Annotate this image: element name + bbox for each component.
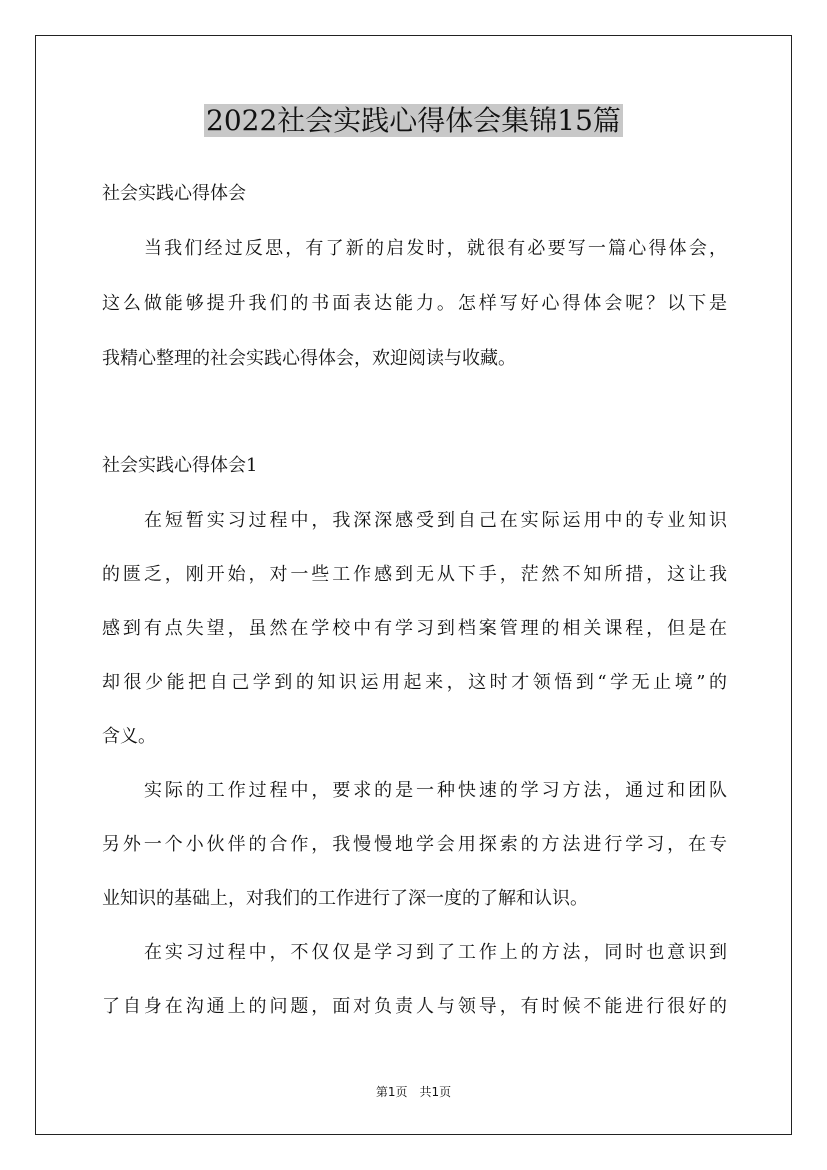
paragraph-line: 实际的工作过程中，要求的是一种快速的学习方法，通过和团队	[144, 780, 727, 801]
paragraph-line: 含义。	[102, 726, 156, 747]
paragraph-line: 了自身在沟通上的问题，面对负责人与领导，有时候不能进行很好的	[102, 996, 727, 1017]
paragraph-line: 感到有点失望，虽然在学校中有学习到档案管理的相关课程，但是在	[102, 618, 727, 639]
section-heading: 社会实践心得体会1	[102, 455, 258, 476]
intro-heading: 社会实践心得体会	[102, 183, 246, 204]
paragraph-line: 的匮乏，刚开始，对一些工作感到无从下手，茫然不知所措，这让我	[102, 564, 727, 585]
paragraph-line: 这么做能够提升我们的书面表达能力。怎样写好心得体会呢？以下是	[102, 293, 727, 314]
page-footer	[0, 1084, 827, 1100]
paragraph-line: 当我们经过反思，有了新的启发时，就很有必要写一篇心得体会，	[144, 238, 727, 259]
document-title-text: 2022社会实践心得体会集锦15篇	[206, 104, 621, 137]
document-title	[0, 100, 827, 142]
paragraph-line: 另外一个小伙伴的合作，我慢慢地学会用探索的方法进行学习，在专	[102, 834, 727, 855]
page-number: 第1页	[375, 1085, 408, 1099]
paragraph-line: 业知识的基础上，对我们的工作进行了深一度的了解和认识。	[102, 888, 588, 909]
page-total: 共1页	[419, 1085, 452, 1099]
paragraph-line: 在短暂实习过程中，我深深感受到自己在实际运用中的专业知识	[144, 510, 727, 531]
paragraph-line: 在实习过程中，不仅仅是学习到了工作上的方法，同时也意识到	[144, 942, 727, 963]
paragraph-line: 我精心整理的社会实践心得体会，欢迎阅读与收藏。	[102, 348, 516, 369]
paragraph-line: 却很少能把自己学到的知识运用起来，这时才领悟到“学无止境”的	[102, 672, 727, 693]
